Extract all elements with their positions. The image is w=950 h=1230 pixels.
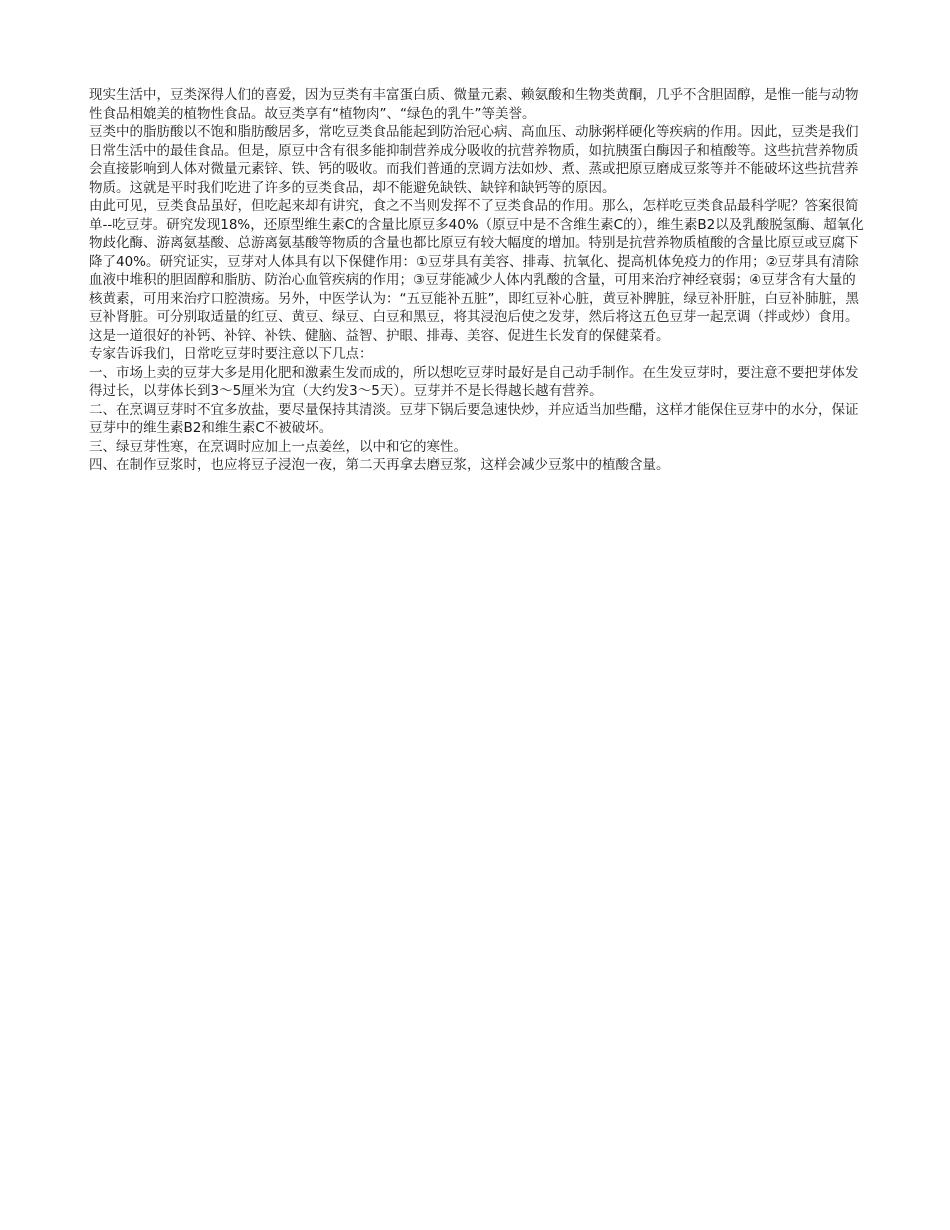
paragraph-expert-tips-heading: 专家告诉我们，日常吃豆芽时要注意以下几点： [89,346,373,362]
paragraph-tip-3: 三、绿豆芽性寒，在烹调时应加上一点姜丝，以中和它的寒性。 [89,438,467,455]
paragraph-tip-2: 二、在烹调豆芽时不宜多放盐，要尽量保持其清淡。豆芽下锅后要急速快炒，并应适当加些醋，这样才能保住豆芽中的水分，保证豆芽中的维生素B2和维生素C不被破坏。 [89,401,859,436]
document-body [89,86,869,475]
paragraph-bean-sprouts: 由此可见，豆类食品虽好，但吃起来却有讲究，食之不当则发挥不了豆类食品的作用。那么，怎样吃豆类食品最科学呢？答案很简单--吃豆芽。研究发现18%，还原型维生素C的含量比原豆多40%（原豆中是不含维生素C的），维生素B2以及乳酸脱氢酶、超氧化物歧化酶、游离氨基酸、总游离氨基酸等物质的含量也都比原豆有较大幅度的增加。特别是抗营养物质植酸的含量比原豆或豆腐下降了40%。研究证实，豆芽对人体具有以下保健作用：①豆芽具有美容、排毒、抗氧化、提高机体免疫力的作用；②豆芽具有清除血液中堆积的胆固醇和脂肪、防治心血管疾病的作用；③豆芽能减少人体内乳酸的含量，可用来治疗神经衰弱；④豆芽含有大量的核黄素，可用来治疗口腔溃疡。另外，中医学认为：“五豆能补五脏”，即红豆补心脏，黄豆补脾脏，绿豆补肝脏，白豆补肺脏，黑豆补肾脏。可分别取适量的红豆、黄豆、绿豆、白豆和黑豆，将其浸泡后使之发芽，然后将这五色豆芽一起烹调（拌或炒）食用。这是一道很好的补钙、补锌、补铁、健脑、益智、护眼、排毒、美容、促进生长发育的保健菜肴。 [89,198,864,344]
paragraph-intro: 现实生活中，豆类深得人们的喜爱，因为豆类有丰富蛋白质、微量元素、赖氨酸和生物类黄酮，几乎不含胆固醇，是惟一能与动物性食品相媲美的植物性食品。故豆类享有“植物肉”、“绿色的乳牛”等美誉。 [89,87,859,122]
paragraph-tip-1: 一、市场上卖的豆芽大多是用化肥和激素生发而成的，所以想吃豆芽时最好是自己动手制作。在生发豆芽时，要注意不要把芽体发得过长，以芽体长到3～5厘米为宜（大约发3～5天）。豆芽并不是长得越长越有营养。 [89,364,859,399]
paragraph-tip-4: 四、在制作豆浆时，也应将豆子浸泡一夜，第二天再拿去磨豆浆，这样会减少豆浆中的植酸含量。 [89,457,670,473]
paragraph-fatty-acids: 豆类中的脂肪酸以不饱和脂肪酸居多，常吃豆类食品能起到防治冠心病、高血压、动脉粥样硬化等疾病的作用。因此，豆类是我们日常生活中的最佳食品。但是，原豆中含有很多能抑制营养成分吸收的抗营养物质，如抗胰蛋白酶因子和植酸等。这些抗营养物质会直接影响到人体对微量元素锌、铁、钙的吸收。而我们普通的烹调方法如炒、煮、蒸或把原豆磨成豆浆等并不能破坏这些抗营养物质。这就是平时我们吃进了许多的豆类食品，却不能避免缺铁、缺锌和缺钙等的原因。 [89,124,859,196]
